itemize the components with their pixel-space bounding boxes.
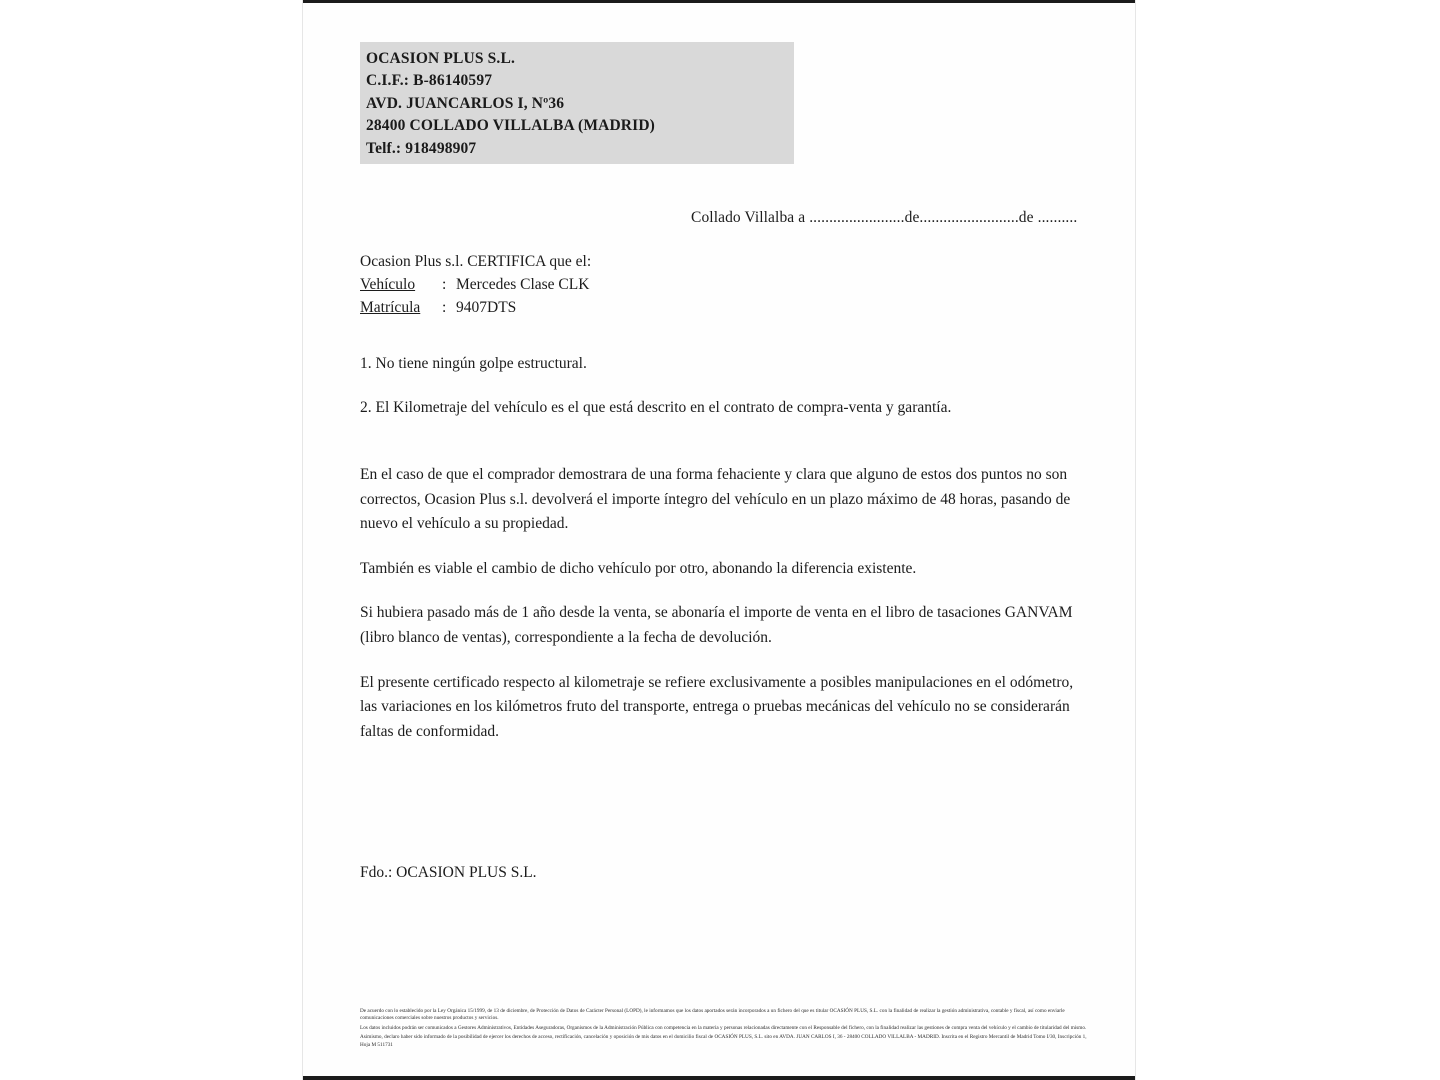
letterhead-cif: C.I.F.: B-86140597 <box>366 72 493 90</box>
paragraph: El presente certificado respecto al kilometraje se refiere exclusivamente a posibles manipulaciones en el odómetro, las variaciones en los kilómetros fruto del transporte, entrega o pruebas mecánicas del vehículo no se considerarán faltas de conformidad. <box>360 673 1074 740</box>
letterhead-block <box>360 42 794 164</box>
paragraph: También es viable el cambio de dicho vehículo por otro, abonando la diferencia existente. <box>360 559 917 577</box>
field-plate-label: Matrícula <box>360 299 421 316</box>
letterhead-city: 28400 COLLADO VILLALBA (MADRID) <box>366 117 655 135</box>
field-plate-value: 9407DTS <box>456 299 517 316</box>
date-line: Collado Villalba a ........................de.........................de .......... <box>691 209 1078 226</box>
field-vehicle-value: Mercedes Clase CLK <box>456 276 590 293</box>
certify-intro: Ocasion Plus s.l. CERTIFICA que el: <box>360 253 592 270</box>
paragraph: Si hubiera pasado más de 1 año desde la venta, se abonaría el importe de venta en el libro de tasaciones GANVAM (libro blanco de ventas), correspondiente a la fecha de devolución. <box>360 604 1073 646</box>
paragraph: En el caso de que el comprador demostrara de una forma fehaciente y clara que alguno de estos dos puntos no son correctos, Ocasion Plus s.l. devolverá el importe íntegro del vehículo en un plazo máximo de 48 horas, pasando de nuevo el vehículo a su propiedad. <box>360 466 1071 533</box>
point-item: 1. No tiene ningún golpe estructural. <box>360 355 587 372</box>
field-vehicle-label: Vehículo <box>360 276 416 293</box>
field-vehicle-separator: : <box>442 276 447 293</box>
certification-block <box>360 250 1100 319</box>
page-margin-right <box>1135 0 1440 1080</box>
field-plate <box>360 296 1100 319</box>
body-paragraphs <box>360 463 1085 764</box>
field-vehicle <box>360 273 1100 296</box>
legal-paragraph: De acuerdo con lo establecido por la Ley Orgánica 15/1999, de 13 de diciembre, de Protección de Datos de Carácter Personal (LOPD), le informamos que los datos aportados serán incorporados a un fichero del que es titular OCASIÓN PLUS, S.L. con la finalidad de realizar la gestión administrativa, contable y fiscal, así como enviarle comunicaciones comerciales sobre nuestros productos y servicios. <box>360 1008 1065 1022</box>
points-list <box>360 352 1100 440</box>
letterhead-company-name: OCASION PLUS S.L. <box>366 50 515 67</box>
legal-notice <box>360 1008 1090 1049</box>
page-top-edge <box>303 0 1135 3</box>
page-margin-left <box>0 0 303 1080</box>
page-bottom-edge <box>303 1076 1135 1080</box>
legal-paragraph: Los datos incluidos podrán ser comunicados a Gestores Administrativos, Entidades Aseguradoras, Organismos de la Administración Pública con competencia en la materia y personas relacionadas directamente con el Responsable del fichero, con la finalidad realizar las gestiones de compra venta del vehículo y el cambio de titularidad del mismo. <box>360 1024 1087 1031</box>
signature-line: Fdo.: OCASION PLUS S.L. <box>360 864 537 881</box>
letterhead-address: AVD. JUANCARLOS I, Nº36 <box>366 94 565 112</box>
letterhead-phone: Telf.: 918498907 <box>366 139 477 157</box>
field-plate-separator: : <box>442 299 447 316</box>
legal-paragraph: Asimismo, declaro haber sido informado de la posibilidad de ejercer los derechos de acceso, rectificación, cancelación y oposición de mis datos en el domicilio fiscal de OCASIÓN PLUS, S.L. sito en AVDA. JUAN CARLOS I, 36 - 28400 COLLADO VILLALBA - MADRID. Inscrita en el Registro Mercantil de Madrid Tomo I/30, Inscripción 1, Hoja M 511731 <box>360 1034 1087 1048</box>
point-item: 2. El Kilometraje del vehículo es el que está descrito en el contrato de compra-venta y garantía. <box>360 399 952 416</box>
document-page <box>303 0 1135 1080</box>
